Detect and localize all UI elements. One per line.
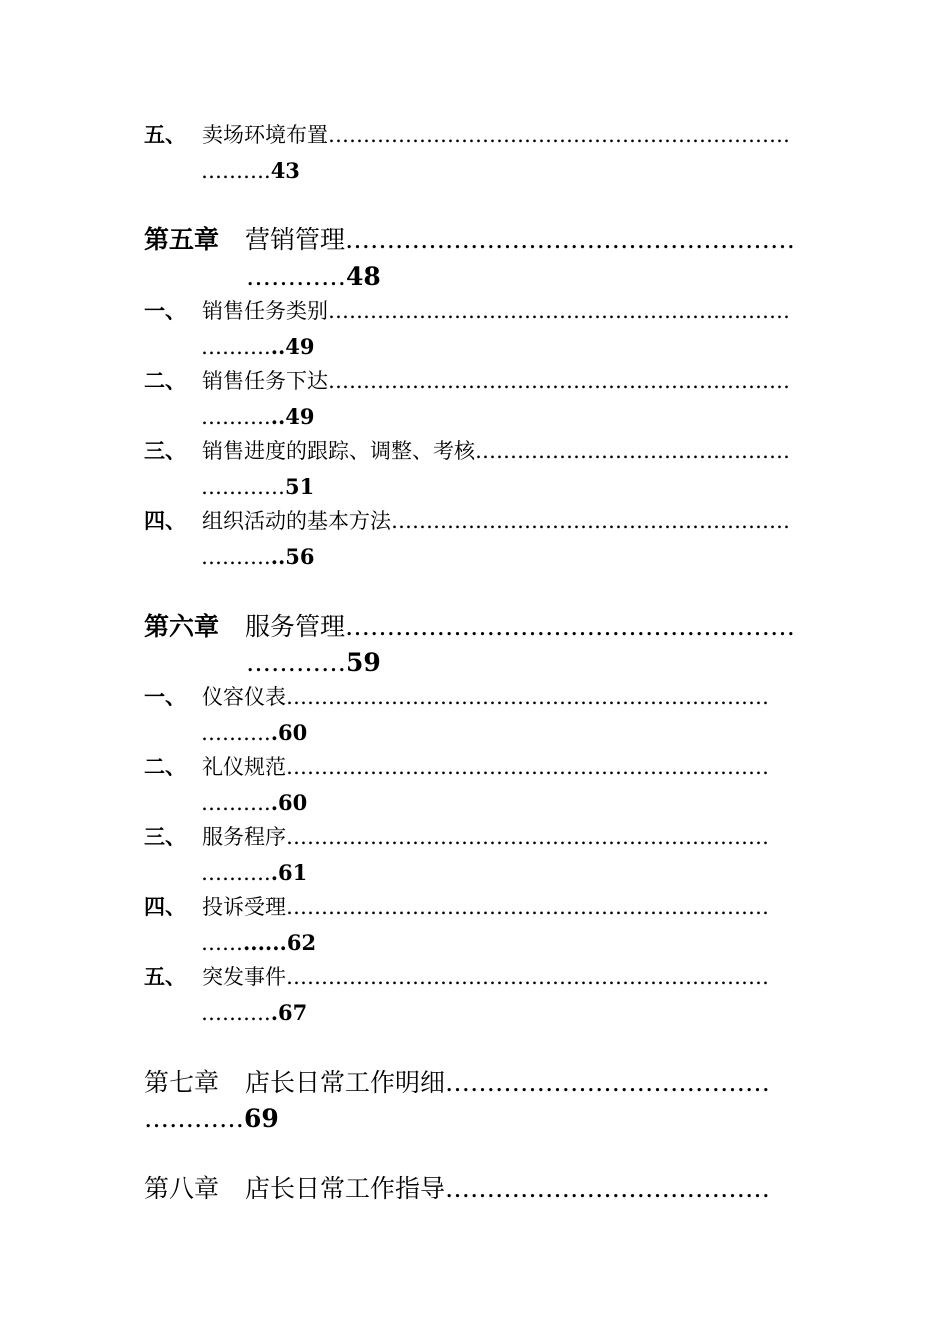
toc-leader-dots: ………………………………… [445,1068,771,1097]
toc-chapter-number: 第七章 [144,1068,220,1097]
toc-leader-dots: …………………………………………………………… [286,755,769,779]
toc-line [144,896,769,918]
toc-line-continuation [246,650,381,675]
toc-line [144,370,790,392]
toc-leader-dots: …………………………………………………………… [286,965,769,989]
toc-line [144,1070,770,1095]
toc-chapter-title: 服务管理 [245,612,346,641]
toc-leader-dots: ……………………………………………… [345,612,796,641]
toc-entry-title: 服务程序 [202,825,286,849]
toc-entry-title: 突发事件 [202,965,286,989]
toc-leader-dots: ………………………………………………… [391,509,790,533]
toc-entry-number: 五、 [144,964,186,989]
toc-page-number: .67 [270,1000,308,1025]
toc-line [144,440,790,462]
toc-entry-title: 投诉受理 [202,895,286,919]
toc-chapter-title: 店长日常工作指导 [245,1174,446,1203]
toc-leader-dots: ………… [201,475,285,499]
toc-entry-number: 四、 [144,894,186,919]
toc-entry-title: 仪容仪表 [202,685,286,709]
toc-line-continuation [201,160,300,182]
toc-leader-dots: …………………………………………………………… [286,895,769,919]
toc-entry-number: 二、 [144,754,186,779]
toc-leader-dots: …………………………………………………………… [286,825,769,849]
toc-entry-number: 三、 [144,824,186,849]
toc-page-number: ..56 [270,544,315,569]
toc-line-continuation [201,476,314,498]
toc-leader-dots: ………. [201,1001,271,1025]
toc-entry-title: 销售任务类别 [202,299,328,323]
toc-entry-number: 一、 [144,684,186,709]
toc-leader-dots: ………… [246,648,346,677]
toc-page-number: ..49 [270,404,315,429]
toc-page-number: 69 [244,1104,279,1133]
toc-page-number: .60 [270,720,308,745]
toc-leader-dots: …… [201,931,243,955]
toc-leader-dots: ………………………………………………………… [328,369,790,393]
toc-entry-number: 二、 [144,368,186,393]
toc-page-number: .60 [270,790,308,815]
toc-page-number: 48 [346,262,381,291]
toc-leader-dots: ………. [201,721,271,745]
toc-leader-dots: ………. [201,545,271,569]
toc-line-continuation [201,722,307,744]
toc-entry-title: 销售任务下达 [202,369,328,393]
toc-line [144,966,769,988]
toc-entry-number: 三、 [144,438,186,463]
toc-leader-dots: ………. [201,405,271,429]
toc-page-number: 43 [270,158,300,183]
toc-entry-title: 组织活动的基本方法 [202,509,391,533]
toc-leader-dots: ……………………………………… [475,439,790,463]
toc-chapter-number: 第八章 [144,1174,220,1203]
toc-leader-dots: …………………………………………………………… [286,685,769,709]
toc-leader-dots: ………. [201,335,271,359]
toc-entry-title: 销售进度的跟踪、调整、考核 [202,439,475,463]
toc-line-continuation [201,1002,307,1024]
toc-entry-title: 卖场环境布置 [202,123,328,147]
toc-line [144,614,795,639]
toc-leader-dots: ………………………………………………………… [328,299,790,323]
toc-line [144,124,790,146]
toc-page-number: 59 [346,648,381,677]
toc-page-number: .61 [270,860,308,885]
toc-line-continuation [201,792,307,814]
toc-entry-number: 五、 [144,122,186,147]
toc-page-number: ..49 [270,334,315,359]
toc-leader-dots: ………. [201,159,271,183]
toc-line-continuation [144,1106,279,1131]
toc-entry-number: 一、 [144,298,186,323]
toc-leader-dots: ………… [144,1104,244,1133]
toc-line [144,826,769,848]
toc-line-continuation [201,932,316,954]
toc-line [144,1176,770,1201]
toc-leader-dots: ……………………………………………… [345,225,796,254]
toc-line [144,227,795,252]
toc-chapter-number: 第六章 [144,612,220,641]
toc-line-continuation [246,264,381,289]
toc-line [144,300,790,322]
toc-chapter-title: 营销管理 [245,225,346,254]
toc-chapter-title: 店长日常工作明细 [245,1068,446,1097]
toc-line-continuation [201,336,315,358]
toc-leader-dots: ………. [201,861,271,885]
toc-line-continuation [201,862,307,884]
toc-chapter-number: 第五章 [144,225,220,254]
toc-leader-dots: ………. [201,791,271,815]
toc-entry-number: 四、 [144,508,186,533]
toc-page-number: 51 [285,474,315,499]
toc-line [144,510,790,532]
toc-line-continuation [201,406,315,428]
toc-leader-dots: ………………………………………………………… [328,123,790,147]
toc-line [144,686,769,708]
toc-entry-title: 礼仪规范 [202,755,286,779]
toc-leader-dots: ………… [246,262,346,291]
toc-line [144,756,769,778]
toc-line-continuation [201,546,315,568]
toc-page-number: ......62 [243,930,317,955]
toc-leader-dots: ………………………………… [445,1174,771,1203]
